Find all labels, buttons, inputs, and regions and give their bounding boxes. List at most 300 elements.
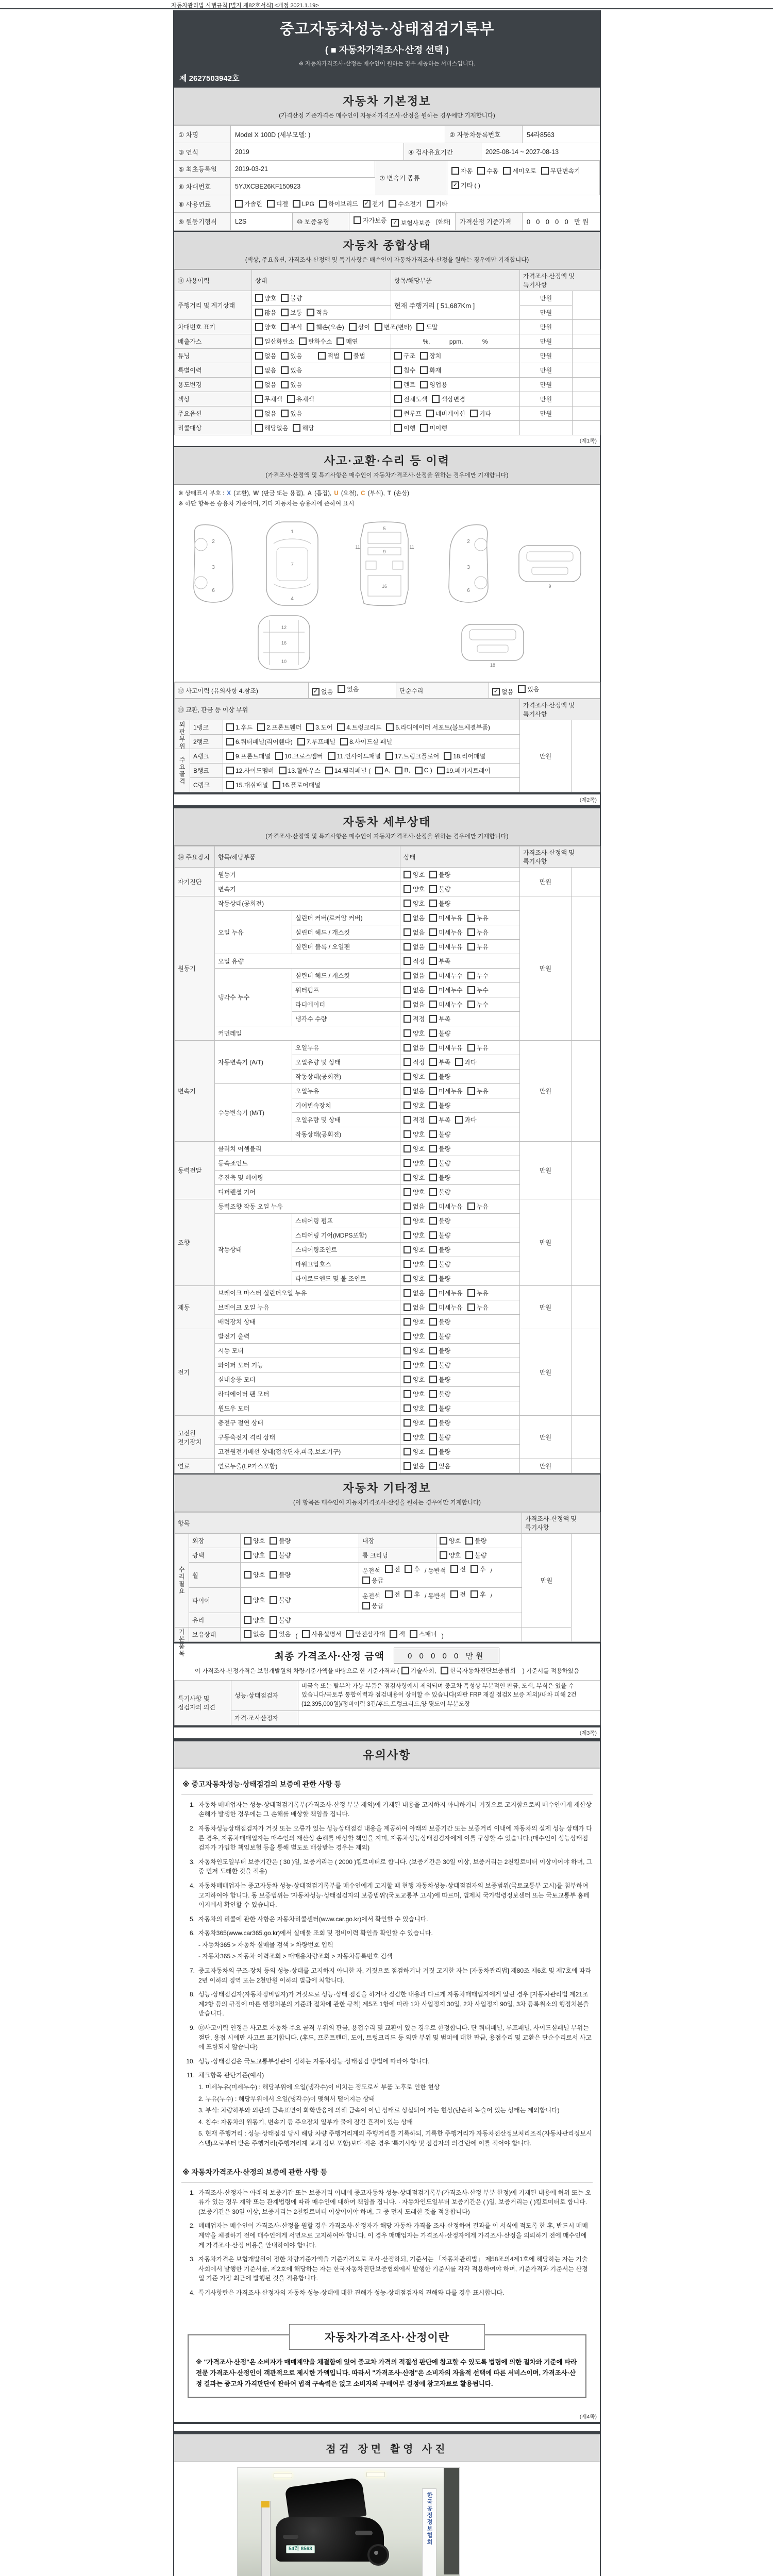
- checkbox-box[interactable]: [279, 767, 287, 774]
- checkbox-누유[interactable]: [467, 913, 490, 922]
- checkbox-box[interactable]: [226, 752, 234, 760]
- checkbox-box[interactable]: [362, 1602, 370, 1609]
- checkbox-box[interactable]: [344, 352, 352, 360]
- checkbox-box[interactable]: [415, 767, 423, 774]
- checkbox-box[interactable]: [440, 1551, 447, 1559]
- checkbox-2.프론트휀더[interactable]: [257, 723, 303, 732]
- checkbox-box[interactable]: [404, 1376, 411, 1383]
- checkbox-양호[interactable]: [404, 1274, 426, 1283]
- checkbox-미세누수[interactable]: [429, 1000, 463, 1009]
- checkbox-box[interactable]: [385, 1565, 393, 1573]
- checkbox-없음[interactable]: [404, 986, 426, 994]
- checkbox-도말[interactable]: [416, 323, 439, 331]
- checkbox-box[interactable]: [416, 323, 424, 331]
- checkbox-box[interactable]: [404, 1332, 411, 1340]
- checkbox-없음[interactable]: [404, 971, 426, 980]
- checkbox-box[interactable]: [390, 1630, 397, 1638]
- checkbox-box[interactable]: [429, 928, 437, 936]
- checkbox-box[interactable]: [244, 1630, 251, 1638]
- checkbox-box[interactable]: [429, 1275, 437, 1282]
- checkbox-box[interactable]: [429, 1318, 437, 1326]
- checkbox-불량[interactable]: [270, 1616, 292, 1624]
- checkbox-불량[interactable]: [429, 1188, 451, 1196]
- checkbox-8.사이드실 패널[interactable]: [340, 737, 393, 746]
- checkbox-없음[interactable]: [404, 1000, 426, 1009]
- checkbox-box[interactable]: [404, 871, 411, 878]
- checkbox-누수[interactable]: [467, 986, 490, 994]
- checkbox-썬루프[interactable]: [394, 409, 423, 418]
- checkbox-불량[interactable]: [429, 1317, 451, 1326]
- checkbox-box[interactable]: [404, 914, 411, 922]
- checkbox-스패너[interactable]: [410, 1630, 438, 1638]
- checkbox-양호[interactable]: [404, 1173, 426, 1182]
- checkbox-box[interactable]: [429, 1303, 437, 1311]
- checkbox-box[interactable]: [451, 181, 459, 189]
- checkbox-box[interactable]: [257, 723, 265, 731]
- checkbox-양호[interactable]: [404, 1260, 426, 1268]
- checkbox-불량[interactable]: [429, 1144, 451, 1153]
- checkbox-box[interactable]: [467, 1303, 475, 1311]
- checkbox-box[interactable]: [275, 752, 283, 760]
- checkbox-응급[interactable]: [362, 1576, 384, 1585]
- checkbox-box[interactable]: [444, 752, 451, 760]
- checkbox-box[interactable]: [429, 1289, 437, 1297]
- checkbox-불량[interactable]: [429, 1389, 451, 1398]
- checkbox-box[interactable]: [404, 1029, 411, 1037]
- checkbox-box[interactable]: [293, 200, 300, 208]
- checkbox-box[interactable]: [420, 381, 428, 388]
- checkbox-box[interactable]: [467, 1044, 475, 1052]
- checkbox-없음[interactable]: [255, 351, 277, 360]
- checkbox-17.트렁크플로어[interactable]: [385, 752, 440, 760]
- checkbox-불량[interactable]: [429, 899, 451, 908]
- checkbox-적음[interactable]: [307, 308, 329, 317]
- checkbox-box[interactable]: [375, 767, 383, 774]
- checkbox-양호[interactable]: [255, 294, 277, 302]
- checkbox-불량[interactable]: [429, 1404, 451, 1413]
- checkbox-없음[interactable]: [255, 380, 277, 389]
- checkbox-불량[interactable]: [429, 1260, 451, 1268]
- checkbox-A,[interactable]: [375, 767, 391, 774]
- checkbox-구조[interactable]: [394, 351, 416, 360]
- checkbox-box[interactable]: [385, 1590, 393, 1598]
- checkbox-양호[interactable]: [404, 1231, 426, 1240]
- checkbox-불량[interactable]: [429, 1274, 451, 1283]
- checkbox-미세누유[interactable]: [429, 942, 463, 951]
- checkbox-미세누유[interactable]: [429, 913, 463, 922]
- checkbox-box[interactable]: [404, 900, 411, 907]
- checkbox-box[interactable]: [429, 1073, 437, 1080]
- checkbox-box[interactable]: [429, 900, 437, 907]
- checkbox-box[interactable]: [404, 885, 411, 893]
- checkbox-불량[interactable]: [465, 1551, 488, 1560]
- checkbox-box[interactable]: [244, 1551, 251, 1559]
- checkbox-box[interactable]: [338, 685, 345, 693]
- checkbox-누유[interactable]: [467, 1289, 490, 1297]
- checkbox-일산화탄소[interactable]: [255, 337, 295, 346]
- checkbox-후[interactable]: [405, 1590, 421, 1599]
- checkbox-기타[interactable]: [470, 409, 492, 418]
- checkbox-box[interactable]: [281, 366, 289, 374]
- checkbox-box[interactable]: [429, 1174, 437, 1181]
- checkbox-디젤[interactable]: [267, 199, 289, 208]
- checkbox-15.대쉬패널[interactable]: [226, 781, 269, 789]
- checkbox-box[interactable]: [404, 1433, 411, 1441]
- checkbox-box[interactable]: [467, 972, 475, 979]
- checkbox-양호[interactable]: [404, 1447, 426, 1456]
- checkbox-불량[interactable]: [429, 870, 451, 879]
- checkbox-box[interactable]: [226, 767, 234, 774]
- checkbox-box[interactable]: [255, 395, 263, 403]
- checkbox-13.휠하우스[interactable]: [279, 766, 322, 775]
- checkbox-기술사회,[interactable]: [401, 1666, 438, 1675]
- checkbox-없음[interactable]: [404, 1289, 426, 1297]
- checkbox-box[interactable]: [319, 200, 327, 208]
- checkbox-box[interactable]: [270, 1571, 277, 1579]
- checkbox-없음[interactable]: [255, 409, 277, 418]
- checkbox-box[interactable]: [429, 1462, 437, 1470]
- checkbox-box[interactable]: [429, 1015, 437, 1023]
- checkbox-box[interactable]: [420, 424, 428, 432]
- checkbox-변조(변타)[interactable]: [375, 323, 413, 331]
- checkbox-box[interactable]: [404, 1390, 411, 1398]
- checkbox-미세누유[interactable]: [429, 1087, 463, 1095]
- checkbox-box[interactable]: [404, 1145, 411, 1153]
- checkbox-box[interactable]: [404, 1087, 411, 1095]
- checkbox-box[interactable]: [429, 1433, 437, 1441]
- checkbox-이행[interactable]: [394, 423, 416, 432]
- checkbox-box[interactable]: [281, 410, 289, 417]
- checkbox-없음[interactable]: [404, 1087, 426, 1095]
- checkbox-과다[interactable]: [455, 1115, 477, 1124]
- checkbox-box[interactable]: [404, 943, 411, 951]
- checkbox-box[interactable]: [270, 1551, 277, 1559]
- checkbox-box[interactable]: [404, 1246, 411, 1253]
- checkbox-탄화수소[interactable]: [299, 337, 333, 346]
- checkbox-누유[interactable]: [467, 1202, 490, 1211]
- checkbox-기타[interactable]: [427, 199, 449, 208]
- checkbox-불량[interactable]: [429, 1231, 451, 1240]
- checkbox-있음[interactable]: [429, 1462, 451, 1470]
- checkbox-미세누유[interactable]: [429, 928, 463, 937]
- checkbox-후[interactable]: [470, 1565, 487, 1573]
- checkbox-box[interactable]: [492, 688, 500, 696]
- checkbox-적법[interactable]: [318, 351, 340, 360]
- checkbox-box[interactable]: [467, 1202, 475, 1210]
- checkbox-6.쿼터패널(리어휀다)[interactable]: [226, 737, 294, 746]
- checkbox-box[interactable]: [404, 1159, 411, 1167]
- checkbox-box[interactable]: [375, 323, 382, 331]
- checkbox-box[interactable]: [346, 1630, 354, 1638]
- checkbox-5.라디에이터 서포트(볼트체결부품)[interactable]: [386, 723, 491, 732]
- checkbox-누유[interactable]: [467, 1087, 490, 1095]
- checkbox-box[interactable]: [426, 410, 434, 417]
- checkbox-수동[interactable]: [477, 166, 499, 175]
- checkbox-적정[interactable]: [404, 957, 426, 965]
- checkbox-있음[interactable]: [518, 685, 540, 693]
- checkbox-box[interactable]: [337, 723, 345, 731]
- checkbox-누수[interactable]: [467, 1000, 490, 1009]
- checkbox-box[interactable]: [404, 1275, 411, 1282]
- checkbox-box[interactable]: [255, 352, 263, 360]
- checkbox-box[interactable]: [401, 1667, 409, 1674]
- checkbox-불량[interactable]: [429, 1159, 451, 1167]
- checkbox-없음[interactable]: [404, 942, 426, 951]
- checkbox-box[interactable]: [467, 1001, 475, 1008]
- checkbox-누유[interactable]: [467, 1043, 490, 1052]
- checkbox-box[interactable]: [429, 914, 437, 922]
- checkbox-box[interactable]: [404, 1174, 411, 1181]
- checkbox-불량[interactable]: [429, 1433, 451, 1442]
- checkbox-box[interactable]: [465, 1537, 473, 1545]
- checkbox-box[interactable]: [394, 424, 402, 432]
- checkbox-양호[interactable]: [404, 1101, 426, 1110]
- checkbox-전[interactable]: [450, 1565, 467, 1573]
- checkbox-영업용[interactable]: [420, 380, 448, 389]
- checkbox-양호[interactable]: [404, 1216, 426, 1225]
- checkbox-box[interactable]: [386, 723, 394, 731]
- checkbox-box[interactable]: [427, 200, 434, 208]
- checkbox-box[interactable]: [429, 1332, 437, 1340]
- checkbox-18.리어패널[interactable]: [444, 752, 486, 760]
- checkbox-누유[interactable]: [467, 1303, 490, 1312]
- checkbox-14.필러패널 ([interactable]: [325, 766, 372, 775]
- checkbox-box[interactable]: [404, 1130, 411, 1138]
- checkbox-box[interactable]: [244, 1596, 251, 1604]
- checkbox-없음[interactable]: [404, 913, 426, 922]
- checkbox-box[interactable]: [404, 1419, 411, 1427]
- checkbox-적정[interactable]: [404, 1115, 426, 1124]
- checkbox-12.사이드멤버[interactable]: [226, 766, 275, 775]
- checkbox-box[interactable]: [337, 337, 344, 345]
- checkbox-box[interactable]: [429, 986, 437, 994]
- checkbox-4.트렁크리드[interactable]: [337, 723, 382, 732]
- checkbox-해당[interactable]: [293, 423, 315, 432]
- checkbox-box[interactable]: [287, 395, 295, 403]
- checkbox-box[interactable]: [255, 424, 263, 432]
- checkbox-box[interactable]: [404, 957, 411, 965]
- checkbox-보험사보증[interactable]: [391, 218, 431, 227]
- checkbox-없음[interactable]: [404, 928, 426, 937]
- checkbox-box[interactable]: [429, 1260, 437, 1268]
- checkbox-box[interactable]: [307, 323, 314, 331]
- checkbox-미세누유[interactable]: [429, 1043, 463, 1052]
- checkbox-양호[interactable]: [404, 1144, 426, 1153]
- checkbox-불량[interactable]: [465, 1536, 488, 1545]
- checkbox-9.프론트패널[interactable]: [226, 752, 272, 760]
- checkbox-전[interactable]: [450, 1590, 467, 1599]
- checkbox-box[interactable]: [362, 1577, 370, 1584]
- checkbox-box[interactable]: [470, 1565, 478, 1573]
- checkbox-box[interactable]: [429, 1361, 437, 1369]
- checkbox-없음[interactable]: [255, 366, 277, 375]
- checkbox-양호[interactable]: [404, 1332, 426, 1341]
- checkbox-box[interactable]: [404, 1318, 411, 1326]
- checkbox-box[interactable]: [354, 216, 361, 224]
- checkbox-적정[interactable]: [404, 1014, 426, 1023]
- checkbox-있음[interactable]: [281, 409, 303, 418]
- checkbox-box[interactable]: [302, 1630, 310, 1638]
- checkbox-box[interactable]: [270, 1537, 277, 1545]
- checkbox-양호[interactable]: [404, 1317, 426, 1326]
- checkbox-box[interactable]: [441, 1667, 448, 1674]
- checkbox-box[interactable]: [429, 1188, 437, 1196]
- checkbox-10.크로스멤버[interactable]: [275, 752, 324, 760]
- checkbox-box[interactable]: [226, 723, 234, 731]
- checkbox-양호[interactable]: [404, 1159, 426, 1167]
- checkbox-불량[interactable]: [429, 1173, 451, 1182]
- checkbox-미이행[interactable]: [420, 423, 448, 432]
- checkbox-없음[interactable]: [404, 1462, 426, 1470]
- checkbox-box[interactable]: [432, 395, 440, 403]
- checkbox-장치[interactable]: [420, 351, 442, 360]
- checkbox-양호[interactable]: [404, 1130, 426, 1139]
- checkbox-box[interactable]: [404, 972, 411, 979]
- checkbox-box[interactable]: [429, 1101, 437, 1109]
- checkbox-불량[interactable]: [429, 1245, 451, 1254]
- checkbox-box[interactable]: [404, 1217, 411, 1225]
- checkbox-box[interactable]: [455, 1058, 463, 1066]
- checkbox-있음[interactable]: [281, 366, 303, 375]
- checkbox-box[interactable]: [270, 1596, 277, 1604]
- checkbox-미세누수[interactable]: [429, 971, 463, 980]
- checkbox-전체도색[interactable]: [394, 395, 428, 403]
- checkbox-사용설명서[interactable]: [302, 1630, 342, 1638]
- checkbox-box[interactable]: [437, 767, 445, 774]
- checkbox-box[interactable]: [273, 781, 280, 789]
- checkbox-box[interactable]: [255, 309, 263, 316]
- checkbox-기타 ( )[interactable]: [451, 181, 481, 190]
- checkbox-box[interactable]: [429, 1347, 437, 1354]
- checkbox-box[interactable]: [477, 167, 485, 175]
- checkbox-없음[interactable]: [404, 1043, 426, 1052]
- checkbox-C )[interactable]: [415, 767, 433, 774]
- checkbox-매연[interactable]: [337, 337, 359, 346]
- checkbox-box[interactable]: [391, 219, 399, 227]
- checkbox-3.도어[interactable]: [306, 723, 333, 732]
- checkbox-box[interactable]: [429, 1145, 437, 1153]
- checkbox-box[interactable]: [404, 1116, 411, 1124]
- checkbox-없음[interactable]: [404, 1303, 426, 1312]
- checkbox-양호[interactable]: [404, 1433, 426, 1442]
- checkbox-box[interactable]: [404, 1462, 411, 1470]
- checkbox-있음[interactable]: [281, 380, 303, 389]
- checkbox-box[interactable]: [404, 1015, 411, 1023]
- checkbox-불량[interactable]: [429, 885, 451, 893]
- checkbox-box[interactable]: [470, 410, 478, 417]
- checkbox-불량[interactable]: [429, 1216, 451, 1225]
- checkbox-양호[interactable]: [244, 1570, 266, 1579]
- checkbox-box[interactable]: [404, 1058, 411, 1066]
- checkbox-box[interactable]: [404, 1448, 411, 1455]
- checkbox-불량[interactable]: [270, 1570, 292, 1579]
- checkbox-불량[interactable]: [429, 1361, 451, 1369]
- checkbox-box[interactable]: [429, 1404, 437, 1412]
- checkbox-box[interactable]: [467, 1087, 475, 1095]
- checkbox-box[interactable]: [404, 1073, 411, 1080]
- checkbox-미세누유[interactable]: [429, 1202, 463, 1211]
- checkbox-양호[interactable]: [244, 1536, 266, 1545]
- checkbox-자동[interactable]: [451, 166, 474, 175]
- checkbox-box[interactable]: [389, 200, 396, 208]
- checkbox-있음[interactable]: [281, 351, 303, 360]
- checkbox-양호[interactable]: [404, 870, 426, 879]
- checkbox-없음[interactable]: [244, 1630, 266, 1638]
- checkbox-box[interactable]: [404, 1044, 411, 1052]
- checkbox-양호[interactable]: [244, 1596, 266, 1604]
- checkbox-box[interactable]: [429, 1116, 437, 1124]
- checkbox-box[interactable]: [281, 352, 289, 360]
- checkbox-16.플로어패널[interactable]: [273, 781, 322, 789]
- checkbox-있음[interactable]: [270, 1630, 292, 1638]
- checkbox-box[interactable]: [429, 1159, 437, 1167]
- checkbox-해당없음[interactable]: [255, 423, 289, 432]
- checkbox-box[interactable]: [255, 366, 263, 374]
- checkbox-미세누유[interactable]: [429, 1303, 463, 1312]
- checkbox-box[interactable]: [467, 943, 475, 951]
- checkbox-19.패키지트레이[interactable]: [437, 766, 492, 775]
- checkbox-box[interactable]: [404, 1347, 411, 1354]
- checkbox-불량[interactable]: [429, 1418, 451, 1427]
- checkbox-box[interactable]: [281, 381, 289, 388]
- checkbox-양호[interactable]: [244, 1616, 266, 1624]
- checkbox-양호[interactable]: [440, 1536, 462, 1545]
- checkbox-box[interactable]: [518, 685, 526, 693]
- checkbox-box[interactable]: [404, 1361, 411, 1369]
- checkbox-box[interactable]: [450, 1565, 458, 1573]
- checkbox-box[interactable]: [404, 1188, 411, 1196]
- checkbox-적정[interactable]: [404, 1058, 426, 1066]
- checkbox-box[interactable]: [429, 885, 437, 893]
- checkbox-양호[interactable]: [255, 323, 277, 331]
- checkbox-box[interactable]: [429, 1419, 437, 1427]
- checkbox-있음[interactable]: [338, 685, 360, 693]
- checkbox-box[interactable]: [299, 337, 307, 345]
- checkbox-box[interactable]: [306, 723, 314, 731]
- checkbox-부족[interactable]: [429, 1058, 451, 1066]
- checkbox-불량[interactable]: [270, 1536, 292, 1545]
- checkbox-보통[interactable]: [281, 308, 303, 317]
- checkbox-불량[interactable]: [429, 1346, 451, 1355]
- checkbox-불량[interactable]: [429, 1072, 451, 1081]
- checkbox-box[interactable]: [226, 738, 234, 745]
- checkbox-box[interactable]: [281, 294, 289, 302]
- checkbox-box[interactable]: [394, 410, 402, 417]
- checkbox-box[interactable]: [244, 1571, 251, 1579]
- checkbox-양호[interactable]: [404, 1418, 426, 1427]
- checkbox-box[interactable]: [404, 1101, 411, 1109]
- checkbox-불량[interactable]: [270, 1551, 292, 1560]
- checkbox-box[interactable]: [404, 928, 411, 936]
- checkbox-box[interactable]: [404, 1289, 411, 1297]
- checkbox-box[interactable]: [429, 1202, 437, 1210]
- checkbox-box[interactable]: [394, 395, 402, 403]
- checkbox-안전삼각대[interactable]: [346, 1630, 386, 1638]
- checkbox-불량[interactable]: [429, 1447, 451, 1456]
- checkbox-box[interactable]: [429, 972, 437, 979]
- checkbox-box[interactable]: [395, 767, 402, 774]
- checkbox-box[interactable]: [503, 167, 511, 175]
- checkbox-box[interactable]: [451, 167, 459, 175]
- checkbox-양호[interactable]: [404, 1389, 426, 1398]
- checkbox-부족[interactable]: [429, 957, 451, 965]
- checkbox-불량[interactable]: [281, 294, 303, 302]
- checkbox-응급[interactable]: [362, 1601, 384, 1610]
- checkbox-box[interactable]: [429, 1448, 437, 1455]
- checkbox-box[interactable]: [440, 1537, 447, 1545]
- checkbox-누유[interactable]: [467, 942, 490, 951]
- checkbox-box[interactable]: [467, 928, 475, 936]
